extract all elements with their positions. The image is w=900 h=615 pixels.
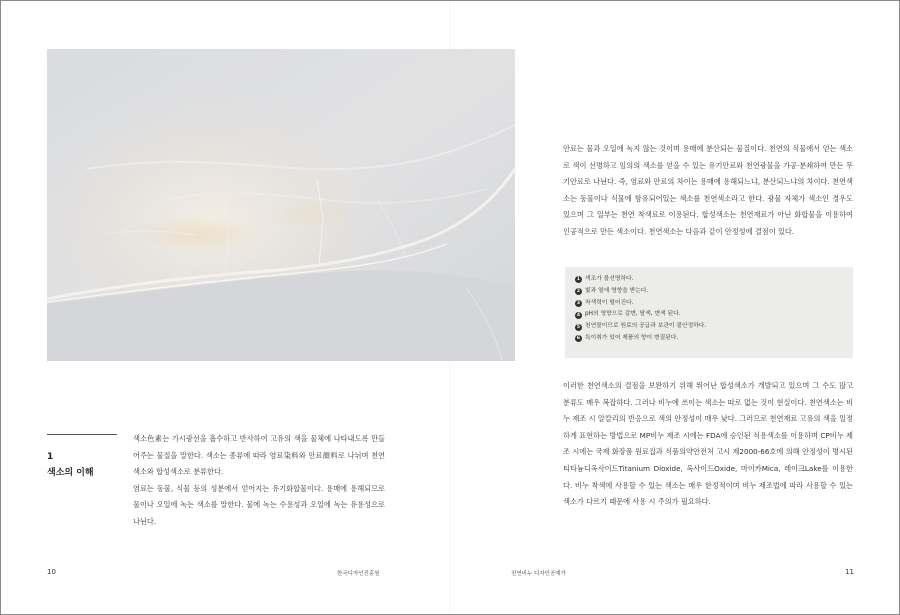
list-item-text: pH의 영향으로 갈변, 탈색, 변색 된다. [585, 311, 681, 318]
number-bullet-icon: 1 [576, 277, 581, 283]
list-item [575, 274, 843, 286]
marble-photo [47, 49, 515, 361]
left-body-text [133, 431, 385, 531]
section-number: 1 [47, 452, 54, 462]
number-bullet-icon: 5 [576, 324, 581, 330]
list-item [575, 286, 843, 298]
defects-list [575, 274, 843, 345]
number-bullet-icon: 4 [576, 312, 581, 318]
list-item [575, 309, 843, 321]
number-bullet-icon: 2 [576, 289, 581, 295]
running-title-right: 천연비누 디자인공예가 [511, 571, 566, 577]
list-item-text: 특이취가 있어 제품의 향이 변질된다. [585, 334, 679, 341]
defects-list-box [565, 267, 853, 358]
list-item-text: 색조가 불선명하다. [585, 276, 634, 282]
right-paragraph-1: 안료는 물과 오일에 녹지 않는 것이며 용매에 분산되는 물질이다. 천연의 식물에서 얻는 색소로 색이 선명하고 임의의 색소를 얻을 수 있는 유기안료와 천연광물을 가공·분쇄하여 만든 무기안료로 나뉜다. 즉, 염료와 안료의 차이는 용매에 용해되느냐, 분산되느냐의 차이다. 천연색소는 동물이나 식물에 함유되어있는 색소를 천연색소라고 한다. 광물 자체가 색소인 경우도 있으며 그 일부는 천연 착색료로 이용된다. 합성색소는 천연재료가 아닌 화합물을 이용하여 인공적으로 만든 색소이다. 천연색소는 다음과 같이 안정성에 결점이 있다. [563, 144, 853, 236]
list-item-text: 천연물이므로 원료의 공급과 보관이 불안정하다. [585, 323, 707, 330]
list-item [575, 333, 843, 345]
list-item-text: 착색력이 떨어진다. [585, 299, 634, 306]
list-item [575, 298, 843, 310]
number-bullet-icon: 3 [576, 300, 581, 306]
section-rule [47, 434, 117, 435]
section-title: 색소의 이해 [47, 468, 94, 478]
left-paragraph-2: 염료는 동물, 식물 등의 성분에서 얻어지는 유기화합물이다. 용매에 용해되므로 물이나 오일에 녹는 색소를 말한다. 물에 녹는 수용성과 오일에 녹는 유용성으로 나뉜다. [133, 483, 385, 526]
list-item-text: 빛과 열에 영향을 받는다. [585, 287, 649, 294]
page-number-left: 10 [47, 568, 56, 576]
list-item [575, 321, 843, 333]
right-paragraph-2: 이러한 천연색소의 결점을 보완하기 위해 뛰어난 합성색소가 개발되고 있으며 그 수도 많고 분류도 매우 복잡하다. 그러나 비누에 쓰이는 색소는 따로 없는 것이 현실이다. 천연색소는 비누 제조 시 알칼리의 반응으로 색의 안정성이 매우 낮다. 그러므로 천연재료 고유의 색을 일정하게 표현하는 방법으로 MP비누 제조 시에는 FDA에 승인된 식용색소를 이용하며 CP비누 제조 시에는 국제 화장품 원료집과 식품의약안전처 고시 제2000-66호에 의해 안정성이 명시된 티타늄디옥사이드Titanium Dioxide, 옥사이드Oxide, 마이카Mica, 레이크Lake를 이용한다. 비누 착색에 사용할 수 있는 색소는 매우 한정적이며 비누 제조법에 따라 사용할 수 있는 색소가 다르기 때문에 사용 시 주의가 필요하다. [563, 381, 853, 507]
left-paragraph-1: 색소色素는 가시광선을 흡수하고 반사하여 고유의 색을 물체에 나타내도록 만들어주는 물질을 말한다. 색소는 종류에 따라 염료染料와 안료顔料로 나뉘며 천연색소와 합성색소로 분류한다. [133, 434, 385, 477]
page-number-right: 11 [845, 568, 854, 576]
number-bullet-icon: 6 [576, 336, 581, 342]
running-title-left: 한국디자인진흥원 [337, 571, 380, 577]
